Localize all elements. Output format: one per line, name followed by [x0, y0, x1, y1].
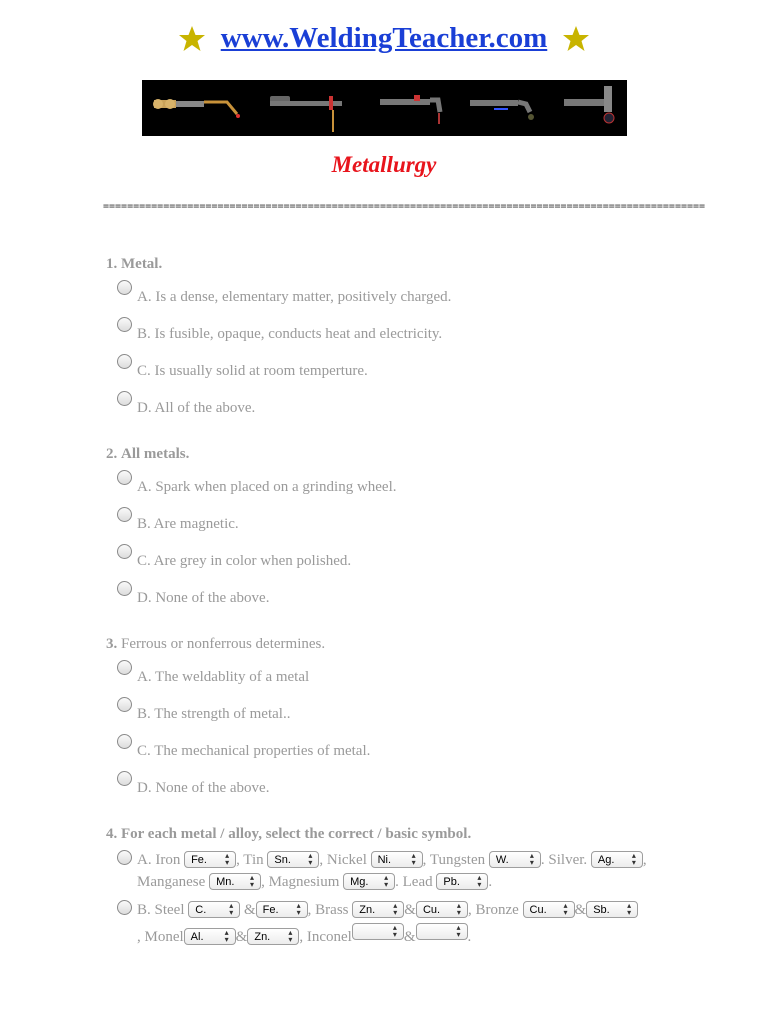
star-icon — [561, 24, 591, 54]
q3-option-d[interactable]: D. None of the above. — [117, 771, 269, 790]
question-text: For each metal / alloy, select the correct / basic symbol. — [121, 826, 472, 842]
radio-button[interactable] — [117, 470, 132, 485]
q2-option-b[interactable]: B. Are magnetic. — [117, 507, 239, 526]
q4-option-a-line1: A. Iron Fe. ▴ ▾ , Tin Sn. ▴ ▾ , Nickel Ni. ▴ ▾ , Tungsten W. ▴ ▾ . Silver. Ag. ▴ ▾ , — [117, 850, 647, 869]
manganese-symbol-select[interactable]: Mn. ▴ ▾ — [209, 873, 261, 890]
steel-symbol-select-2[interactable]: Fe. ▴ ▾ — [256, 901, 308, 918]
inconel-symbol-select-1[interactable]: ▴ ▾ — [352, 923, 404, 940]
radio-button[interactable] — [117, 771, 132, 786]
question-number: 1. — [106, 256, 118, 272]
q3-option-c[interactable]: C. The mechanical properties of metal. — [117, 734, 370, 753]
q4-option-b-line1: B. Steel C. ▴ ▾ & Fe. ▴ ▾ , Brass Zn. ▴ ▾ & Cu. ▴ ▾ , Bronze Cu. ▴ ▾ & Sb. ▴ ▾ — [117, 900, 638, 919]
radio-button[interactable] — [117, 354, 132, 369]
q2-option-a[interactable]: A. Spark when placed on a grinding wheel. — [117, 470, 397, 489]
iron-symbol-select[interactable]: Fe. ▴ ▾ — [184, 851, 236, 868]
q2-option-c[interactable]: C. Are grey in color when polished. — [117, 544, 351, 563]
q4-option-b-line2: , Monel Al. ▴ ▾ & Zn. ▴ ▾ , Inconel ▴ ▾ & ▴ ▾ . — [137, 923, 472, 945]
q4-option-a-line2: Manganese Mn. ▴ ▾ , Magnesium Mg. ▴ ▾ . Lead Pb. ▴ ▾ . — [137, 873, 493, 890]
brass-symbol-select-2[interactable]: Cu. ▴ ▾ — [416, 901, 468, 918]
q2-option-d[interactable]: D. None of the above. — [117, 581, 269, 600]
radio-button[interactable] — [117, 697, 132, 712]
lead-symbol-select[interactable]: Pb. ▴ ▾ — [436, 873, 488, 890]
radio-button[interactable] — [117, 900, 132, 915]
inconel-symbol-select-2[interactable]: ▴ ▾ — [416, 923, 468, 940]
question-1 — [106, 256, 162, 273]
question-2 — [106, 446, 189, 463]
tin-symbol-select[interactable]: Sn. ▴ ▾ — [267, 851, 319, 868]
site-link[interactable]: www.WeldingTeacher.com — [220, 22, 548, 54]
page-title: Metallurgy — [331, 152, 437, 177]
bronze-symbol-select-1[interactable]: Cu. ▴ ▾ — [523, 901, 575, 918]
q1-option-b[interactable]: B. Is fusible, opaque, conducts heat and electricity. — [117, 317, 442, 336]
bronze-symbol-select-2[interactable]: Sb. ▴ ▾ — [586, 901, 638, 918]
question-text: All metals. — [121, 446, 190, 462]
monel-symbol-select-2[interactable]: Zn. ▴ ▾ — [247, 928, 299, 945]
radio-button[interactable] — [117, 507, 132, 522]
welding-torches-banner — [142, 80, 627, 136]
question-text: Metal. — [121, 256, 163, 272]
q3-option-a[interactable]: A. The weldablity of a metal — [117, 660, 309, 679]
tungsten-symbol-select[interactable]: W. ▴ ▾ — [489, 851, 541, 868]
monel-symbol-select-1[interactable]: Al. ▴ ▾ — [184, 928, 236, 945]
radio-button[interactable] — [117, 317, 132, 332]
q3-option-b[interactable]: B. The strength of metal.. — [117, 697, 290, 716]
question-number: 2. — [106, 446, 118, 462]
radio-button[interactable] — [117, 391, 132, 406]
magnesium-symbol-select[interactable]: Mg. ▴ ▾ — [343, 873, 395, 890]
silver-symbol-select[interactable]: Ag. ▴ ▾ — [591, 851, 643, 868]
steel-symbol-select-1[interactable]: C. ▴ ▾ — [188, 901, 240, 918]
question-number: 3. — [106, 636, 118, 652]
question-4 — [106, 826, 471, 843]
radio-button[interactable] — [117, 280, 132, 295]
radio-button[interactable] — [117, 734, 132, 749]
radio-button[interactable] — [117, 850, 132, 865]
radio-button[interactable] — [117, 581, 132, 596]
q1-option-a[interactable]: A. Is a dense, elementary matter, positively charged. — [117, 280, 451, 299]
radio-button[interactable] — [117, 544, 132, 559]
divider: ==================================================================================================== — [103, 201, 706, 212]
q1-option-c[interactable]: C. Is usually solid at room temperture. — [117, 354, 368, 373]
star-icon — [177, 24, 207, 54]
brass-symbol-select-1[interactable]: Zn. ▴ ▾ — [352, 901, 404, 918]
question-3 — [106, 636, 325, 653]
nickel-symbol-select[interactable]: Ni. ▴ ▾ — [371, 851, 423, 868]
q1-option-d[interactable]: D. All of the above. — [117, 391, 255, 410]
question-text: Ferrous or nonferrous determines. — [121, 636, 326, 652]
site-header — [0, 22, 768, 55]
question-number: 4. — [106, 826, 118, 842]
radio-button[interactable] — [117, 660, 132, 675]
